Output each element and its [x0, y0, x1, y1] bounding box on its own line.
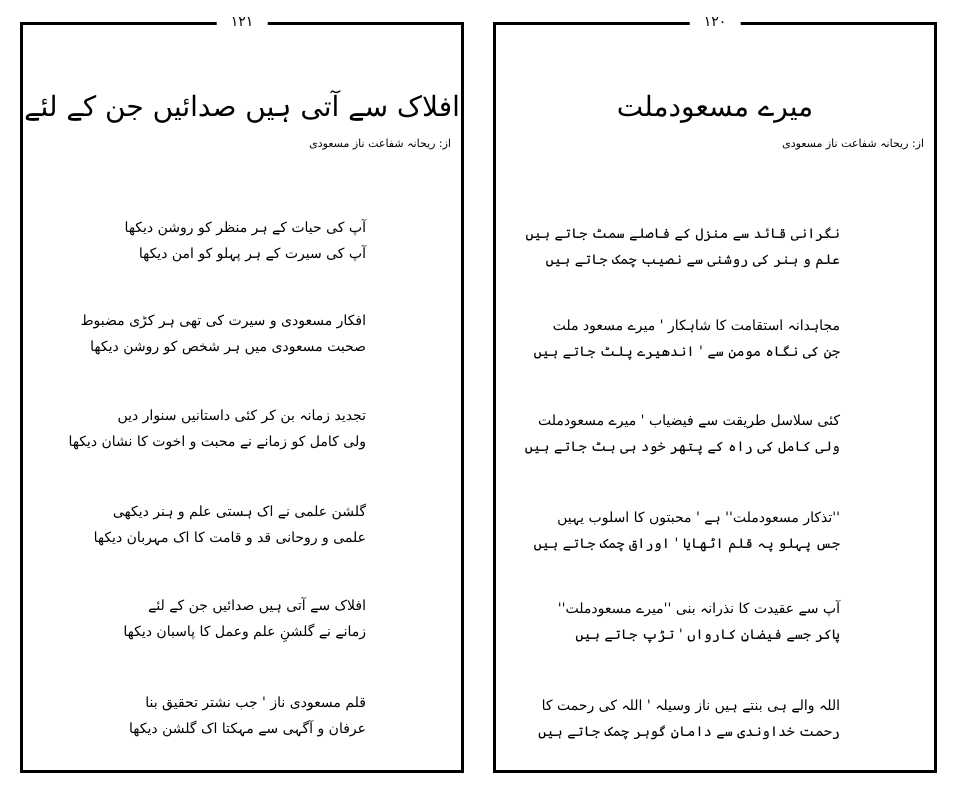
- stanza: [496, 221, 934, 273]
- verse-line: آپ کی سیرت کے ہر پہلو کو امن دیکھا: [138, 246, 366, 262]
- verse-line: مجاہدانہ استقامت کا شاہکار ' میرے مسعود ملت: [552, 318, 840, 334]
- verse-line: زمانے نے گلشنِ علم وعمل کا پاسبان دیکھا: [123, 624, 366, 640]
- stanza: [496, 505, 934, 557]
- verse-line: آپ سے عقیدت کا نذرانہ بنی ''میرے مسعودملت'': [557, 601, 840, 617]
- verse-line: پاکر جسے فیضانِ کارواں ' تڑپ جاتے ہیں: [575, 627, 840, 643]
- stanza: [23, 308, 461, 360]
- stanza: [496, 408, 934, 460]
- stanza: [23, 593, 461, 645]
- poem-title: میرے مسعودملت: [616, 90, 814, 123]
- verse-line: قلم مسعودی ناز ' جب نشتر تحقیق بنا: [145, 695, 366, 711]
- stanza: [496, 313, 934, 365]
- right-page: [493, 14, 937, 773]
- verse-line: ولی کامل کی راہ کے پتھر خود ہی ہٹ جاتے ہیں: [524, 439, 840, 455]
- verse-line: ولی کامل کو زمانے نے محبت و اخوت کا نشان دیکھا: [68, 434, 366, 450]
- stanza: [496, 693, 934, 745]
- stanza: [496, 596, 934, 648]
- page-number: ١٢٠: [690, 13, 741, 31]
- stanza: [23, 499, 461, 551]
- verse-line: صحبت مسعودی میں ہر شخص کو روشن دیکھا: [90, 339, 366, 355]
- stanza: [23, 690, 461, 742]
- verse-line: گلشن علمی نے اک ہستی علم و ہنر دیکھی: [112, 504, 366, 520]
- poem-title: افلاک سے آتی ہیں صدائیں جن کے لئے: [24, 90, 460, 123]
- stanza: [23, 403, 461, 455]
- verse-line: آپ کی حیات کے ہر منظر کو روشن دیکھا: [124, 220, 366, 236]
- verse-line: نگرانی قائد سے منزل کے فاصلے سمٹ جاتے ہیں: [525, 226, 840, 242]
- verse-line: رحمت خداوندی سے دامانِ گوہر چمک جاتے ہیں: [538, 724, 840, 740]
- verse-line: کئی سلاسل طریقت سے فیضیاب ' میرے مسعودملت: [538, 413, 840, 429]
- page-number: ١٢١: [217, 13, 268, 31]
- verse-line: افلاک سے آتی ہیں صدائیں جن کے لئے: [148, 598, 366, 614]
- stanza: [23, 215, 461, 267]
- verse-line: اللہ والے ہی بنتے ہیں ناز وسیلہ ' اللہ کی رحمت کا: [541, 698, 840, 714]
- left-page: [20, 14, 464, 773]
- verse-line: جن کی نگاہ مومن سے ' اندھیرے پلٹ جاتے ہیں: [533, 344, 840, 360]
- author-line: از: ریحانہ شفاعت ناز مسعودی: [309, 137, 451, 150]
- verse-line: علمی و روحانی قد و قامت کا اک مہربان دیکھا: [93, 530, 366, 546]
- verse-line: علم و ہنر کی روشنی سے نصیب چمک جاتے ہیں: [545, 252, 840, 268]
- verse-line: ''تذکار مسعودملت'' ہے ' محبتوں کا اسلوب یہیں: [557, 510, 840, 526]
- verse-line: جس پہلو پہ قلم اٹھایا ' اوراق چمک جاتے ہیں: [533, 536, 840, 552]
- verse-line: افکار مسعودی و سیرت کی تھی ہر کڑی مضبوط: [80, 313, 366, 329]
- verse-line: تجدید زمانہ بن کر کئی داستانیں سنوار دیں: [117, 408, 366, 424]
- author-line: از: ریحانہ شفاعت ناز مسعودی: [782, 137, 924, 150]
- verse-line: عرفان و آگہی سے مہکتا اک گلشن دیکھا: [129, 721, 366, 737]
